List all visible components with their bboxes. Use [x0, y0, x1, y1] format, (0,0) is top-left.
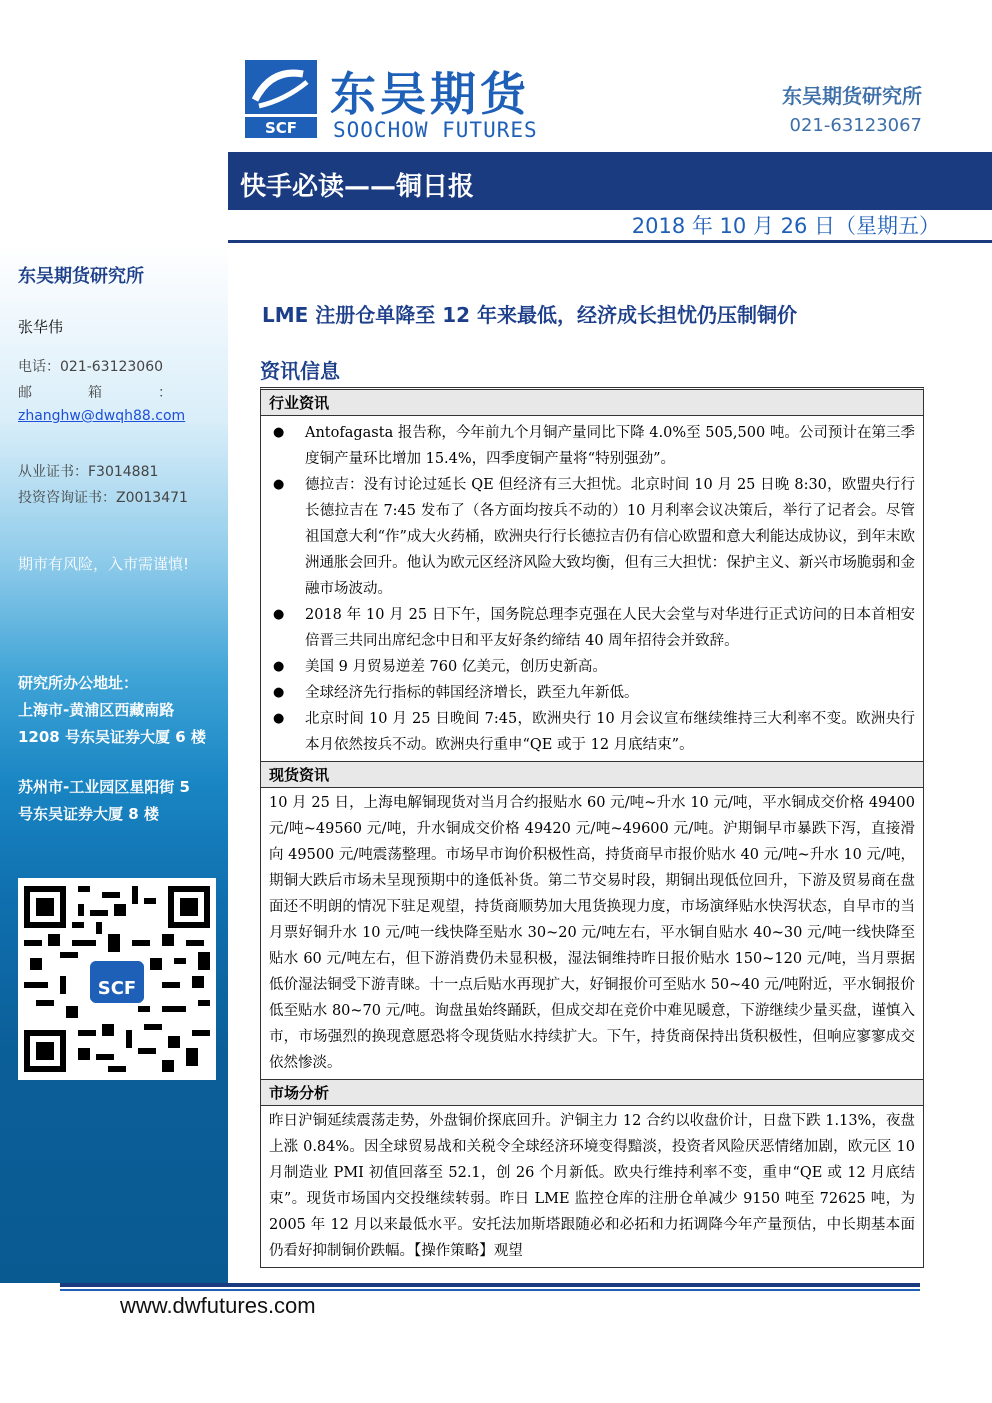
- spot-news-text: 10 月 25 日，上海电解铜现货对当月合约报贴水 60 元/吨~升水 10 元/吨，平水铜成交价格 49400 元/吨~49560 元/吨，升水铜成交价格 49420 元/吨~49600 元/吨。沪期铜早市暴跌下泻，直接滑向 49500 元/吨震荡整理。市场早市询价积极性高，持货商早市报价贴水 40 元/吨~升水 10 元/吨，期铜大跌后市场未呈现预期中的逢低补货。第二节交易时段，期铜出现低位回升，下游及贸易商在盘面还不明朗的情况下驻足观望，持货商顺势加大甩货换现力度，市场演绎贴水快泻状态，自早市的当月票好铜升水 10 元/吨一线快降至贴水 30~20 元/吨左右，平水铜自贴水 40~30 元/吨一线快降至贴水 60 元/吨左右，但下游消费仍未显积极，湿法铜维持昨日报价贴水 150~120 元/吨，当月票据低价湿法铜受下游青睐。十一点后贴水再现扩大，好铜报价可至贴水 50~40 元/吨附近，平水铜报价低至贴水 80~70 元/吨。询盘虽始终踊跃，但成交却在竞价中难见暖意，下游继续少量买盘，谨慎入市，市场强烈的换现意愿恐将令现货贴水持续扩大。下午，持货商保持出货积极性，但响应寥寥成交依然惨淡。: [261, 788, 923, 1080]
- report-title: 快手必读——铜日报: [240, 172, 475, 202]
- brand-name-cn: 东吴期货: [330, 67, 530, 121]
- analyst-email-link[interactable]: zhanghw@dwqh88.com: [18, 408, 186, 424]
- industry-heading: 行业资讯: [261, 390, 923, 416]
- svg-text:SCF: SCF: [97, 978, 137, 999]
- office-suzhou-line1: 苏州市-工业园区星阳街 5: [18, 778, 190, 796]
- office-shanghai-line1: 上海市-黄浦区西藏南路: [18, 701, 175, 719]
- left-sidebar: [0, 0, 228, 1283]
- header-phone: 021-63123067: [789, 115, 922, 136]
- qr-code-icon: [18, 878, 216, 1080]
- report-headline: LME 注册仓单降至 12 年来最低，经济成长担忧仍压制铜价: [262, 303, 798, 327]
- footer-divider-thin: [60, 1289, 920, 1291]
- office-suzhou-line2: 号东吴证券大厦 8 楼: [18, 805, 159, 823]
- risk-notice: 期市有风险，入市需谨慎!: [18, 555, 190, 573]
- industry-news-list: [261, 416, 923, 761]
- section-title: 资讯信息: [260, 359, 340, 383]
- brand-name-en: SOOCHOW FUTURES: [333, 118, 538, 142]
- analyst-phone: 电话：021-63123060: [18, 359, 164, 375]
- list-item: ● 全球经济先行指标的韩国经济增长，跌至九年新低。: [269, 680, 915, 706]
- footer-website-link[interactable]: www.dwfutures.com: [120, 1293, 316, 1318]
- market-analysis-text: 昨日沪铜延续震荡走势，外盘铜价探底回升。沪铜主力 12 合约以收盘价计，日盘下跌 1.13%，夜盘上涨 0.84%。因全球贸易战和关税令全球经济环境变得黯淡，投资者风险厌恶情绪加剧，欧元区 10 月制造业 PMI 初值回落至 52.1，创 26 个月新低。欧央行维持利率不变，重申“QE 或 12 月底结束”。现货市场国内交投继续转弱。昨日 LME 监控仓库的注册仓单减少 9150 吨至 72625 吨，为 2005 年 12 月以来最低水平。安托法加斯塔跟随必和必拓和力拓调降今年产量预估，中长期基本面仍看好抑制铜价跌幅。【操作策略】观望: [269, 1113, 915, 1259]
- analysis-heading: 市场分析: [261, 1080, 923, 1106]
- news-table: [260, 387, 924, 1268]
- report-date: 2018 年 10 月 26 日（星期五）: [631, 214, 940, 238]
- list-item: ● Antofagasta 报告称，今年前九个月铜产量同比下降 4.0%至 505,500 吨。公司预计在第三季度铜产量环比增加 15.4%，四季度铜产量将“特别强劲”。: [269, 420, 915, 472]
- office-label: 研究所办公地址：: [18, 674, 139, 692]
- advisory-certificate: 投资咨询证书：Z0013471: [18, 490, 188, 506]
- header-institute: 东吴期货研究所: [782, 84, 922, 108]
- practice-certificate: 从业证书：F3014881: [18, 464, 159, 480]
- list-item: ● 北京时间 10 月 25 日晚间 7:45，欧洲央行 10 月会议宣布继续维持三大利率不变。欧洲央行本月依然按兵不动。欧洲央行重申“QE 或于 12 月底结束”。: [269, 706, 915, 758]
- footer-divider: [60, 1283, 920, 1287]
- analyst-name: 张华伟: [18, 318, 64, 336]
- list-item: ● 美国 9 月贸易逆差 760 亿美元，创历史新高。: [269, 654, 915, 680]
- spot-heading: 现货资讯: [261, 762, 923, 788]
- industry-section: [261, 416, 923, 762]
- list-item: ● 2018 年 10 月 25 日下午，国务院总理李克强在人民大会堂与对华进行正式访问的日本首相安倍晋三共同出席纪念中日和平友好条约缔结 40 周年招待会并致辞。: [269, 602, 915, 654]
- scf-logo-icon: [245, 60, 317, 138]
- office-shanghai-line2: 1208 号东吴证券大厦 6 楼: [18, 728, 206, 746]
- svg-text:SCF: SCF: [264, 119, 298, 137]
- email-label: 邮 箱 ：: [18, 385, 172, 401]
- header-divider: [228, 240, 992, 243]
- list-item: ● 德拉吉：没有讨论过延长 QE 但经济有三大担忧。北京时间 10 月 25 日晚 8:30，欧盟央行行长德拉吉在 7:45 发布了（各方面均按兵不动的）10 月利率会议决策后，举行了记者会。尽管祖国意大利“作”成大火药桶，欧洲央行行长德拉吉仍有信心欧盟和意大利能达成协议，到年末欧洲通胀会回升。他认为欧元区经济风险大致均衡，但有三大担忧：保护主义、新兴市场脆弱和金融市场波动。: [269, 472, 915, 602]
- sidebar-institute: 东吴期货研究所: [18, 266, 144, 287]
